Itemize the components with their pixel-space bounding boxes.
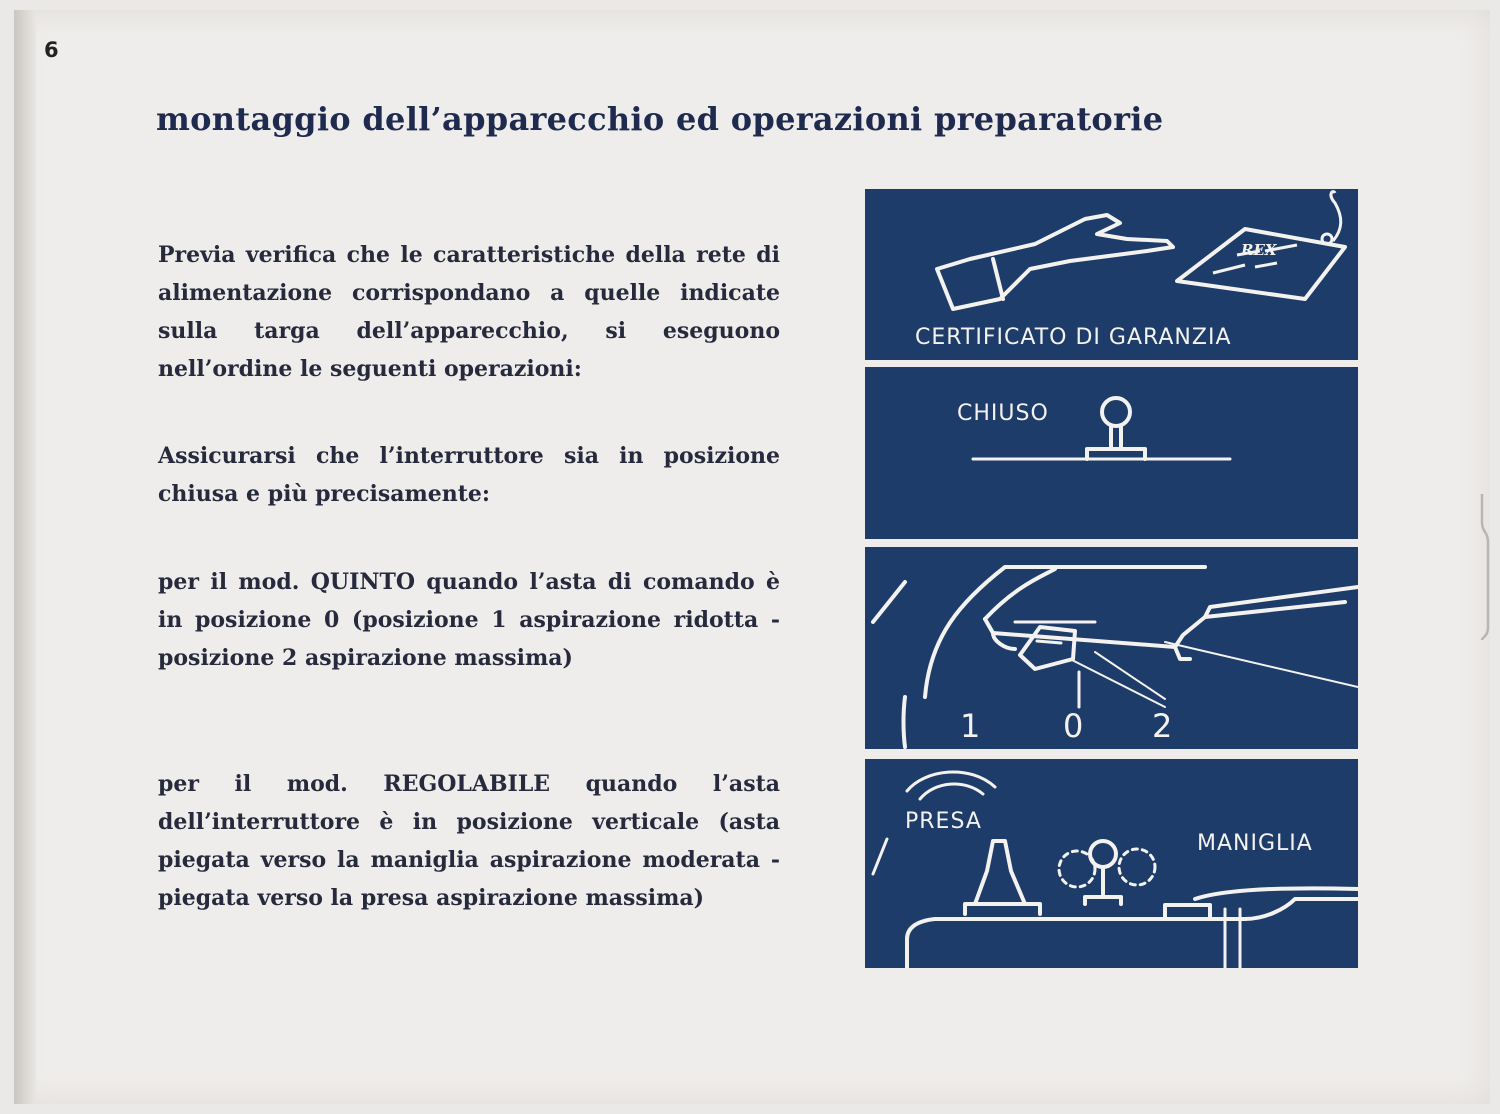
label-maniglia: MANIGLIA (1197, 831, 1313, 856)
label-chiuso: CHIUSO (957, 401, 1049, 426)
plug-and-handle-icon (865, 759, 1358, 968)
illustration-switch-closed (865, 367, 1358, 539)
label-presa: PRESA (905, 809, 982, 834)
page-spine (14, 10, 36, 1104)
paragraph-model-regolabile: per il mod. REGOLABILE quando l’asta dell’interruttore è in posizione verticale (asta piegata verso la maniglia aspirazione moderata - piegata verso la presa aspirazione massima) (158, 771, 780, 911)
position-label-2: 2 (1152, 707, 1173, 745)
position-label-1: 1 (960, 707, 981, 745)
paragraph-switch-closed: Assicurarsi che l’interruttore sia in posizione chiusa e più precisamente: (158, 443, 780, 507)
illustration-plug-and-handle (865, 759, 1358, 968)
label-certificato-di-garanzia: CERTIFICATO DI GARANZIA (915, 325, 1232, 350)
page-title: montaggio dell’apparecchio ed operazioni preparatorie (156, 100, 1164, 138)
page-number: 6 (44, 38, 59, 62)
position-label-0: 0 (1063, 707, 1084, 745)
tag-badge-text: REX (1241, 241, 1277, 259)
switch-lever-closed-icon (865, 367, 1358, 539)
paper-clip-icon (1478, 492, 1492, 642)
paragraph-model-quinto: per il mod. QUINTO quando l’asta di comando è in posizione 0 (posizione 1 aspirazione ridotta - posizione 2 aspirazione massima) (158, 569, 780, 671)
illustration-guarantee-certificate (865, 189, 1358, 360)
switch-positions-icon (865, 547, 1358, 749)
paragraph-intro: Previa verifica che le caratteristiche della rete di alimentazione corrispondano a quelle indicate sulla targa dell’apparecchio, si eseguono nell’ordine le seguenti operazioni: (158, 242, 780, 382)
illustration-switch-positions (865, 547, 1358, 749)
